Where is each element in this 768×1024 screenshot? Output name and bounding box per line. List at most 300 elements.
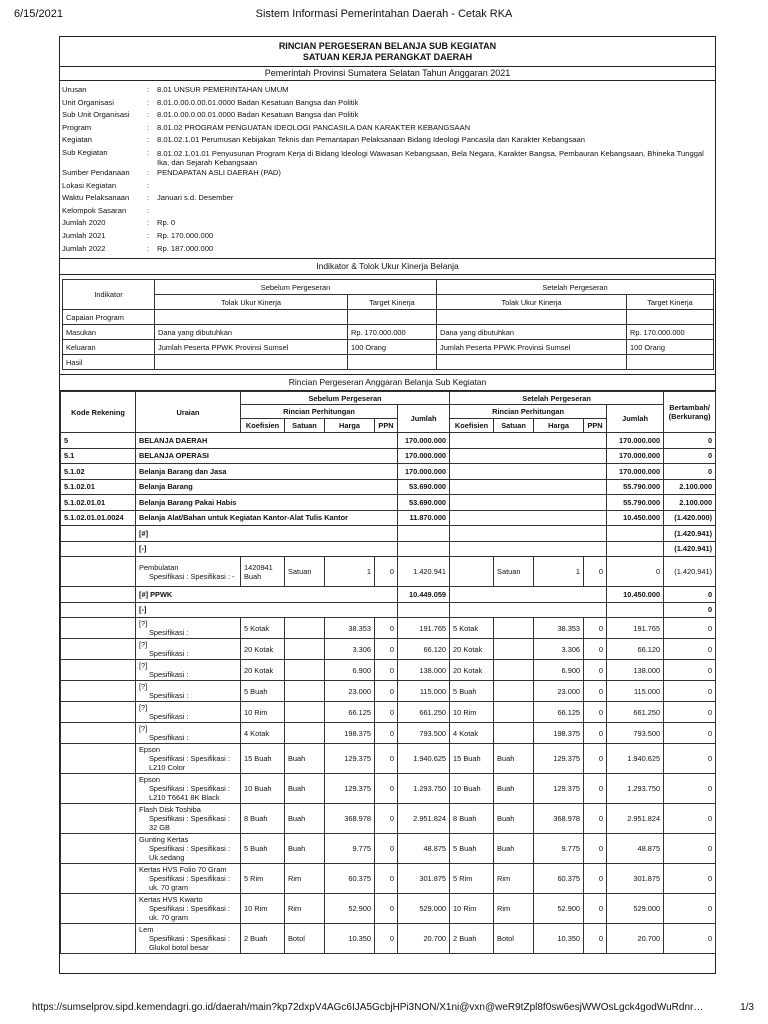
after-jumlah: 529.000	[607, 894, 664, 924]
after-satuan: Rim	[494, 894, 534, 924]
kode-cell	[61, 660, 136, 681]
kode-cell	[61, 834, 136, 864]
before-jumlah: 793.500	[398, 723, 450, 744]
after-jumlah	[607, 541, 664, 557]
before-satuan: Buah	[285, 744, 325, 774]
difference: 0	[664, 587, 716, 603]
before-ppn: 0	[375, 774, 398, 804]
after-satuan	[494, 660, 534, 681]
before-satuan: Botol	[285, 924, 325, 954]
before-satuan	[285, 660, 325, 681]
after-harga: 368.978	[534, 804, 584, 834]
indicator-b-target	[348, 310, 437, 325]
kode-cell	[61, 804, 136, 834]
table-row	[61, 723, 716, 744]
info-value: Rp. 0	[157, 218, 176, 228]
after-satuan	[494, 618, 534, 639]
difference: 0	[664, 702, 716, 723]
uraian-cell	[136, 557, 241, 587]
uraian-cell: BELANJA DAERAH	[136, 433, 398, 449]
table-row	[61, 433, 716, 449]
item-name: Lem	[139, 925, 154, 935]
table-row	[61, 557, 716, 587]
after-satuan: Buah	[494, 804, 534, 834]
item-spec: Spesifikasi : Spesifikasi : L210 Color	[149, 754, 230, 773]
table-row	[61, 602, 716, 618]
before-ppn: 0	[375, 924, 398, 954]
after-jumlah: 2.951.824	[607, 804, 664, 834]
info-label: Urusan	[62, 85, 87, 94]
after-jumlah: 301.875	[607, 864, 664, 894]
item-spec: Spesifikasi :	[149, 733, 189, 743]
before-harga: 9.775	[325, 834, 375, 864]
item-spec: Spesifikasi : Spesifikasi : Glukol botol besar	[149, 934, 230, 953]
after-rincian-cell	[450, 526, 607, 542]
info-colon: :	[147, 230, 150, 240]
item-name: Pembulatan	[139, 562, 179, 572]
uraian-header: Uraian	[136, 392, 241, 433]
after-rincian-cell	[450, 448, 607, 464]
after-harga: 1	[534, 557, 584, 587]
before-jumlah: 10.449.059	[398, 587, 450, 603]
item-spec: Spesifikasi :	[149, 628, 189, 638]
kode-cell	[61, 894, 136, 924]
table-row	[61, 479, 716, 495]
activity-info	[60, 81, 715, 259]
table-row	[61, 587, 716, 603]
uraian-cell: Belanja Barang Pakai Habis	[136, 495, 398, 511]
before-header: Sebelum Pergeseran	[155, 280, 437, 295]
info-label: Sub Kegiatan	[62, 147, 108, 157]
table-row	[61, 864, 716, 894]
info-row	[62, 217, 713, 230]
before-jumlah: 53.690.000	[398, 479, 450, 495]
before-koef: 20 Kotak	[241, 639, 285, 660]
difference: 0	[664, 723, 716, 744]
before-satuan-header: Satuan	[285, 419, 325, 433]
before-harga: 129.375	[325, 744, 375, 774]
before-jumlah: 170.000.000	[398, 433, 450, 449]
indicator-a-target: Rp. 170.000.000	[627, 325, 714, 340]
table-row	[61, 639, 716, 660]
info-label: Unit Organisasi	[62, 97, 114, 107]
after-harga: 38.353	[534, 618, 584, 639]
after-ppn: 0	[584, 804, 607, 834]
info-label: Program	[62, 122, 92, 132]
before-harga: 60.375	[325, 864, 375, 894]
after-harga: 198.375	[534, 723, 584, 744]
before-ppn-header: PPN	[375, 419, 398, 433]
before-jumlah: 170.000.000	[398, 448, 450, 464]
uraian-cell: [-]	[136, 602, 398, 618]
before-satuan	[285, 702, 325, 723]
info-label: Jumlah 2021	[62, 230, 106, 240]
before-jumlah: 1.940.625	[398, 744, 450, 774]
before-satuan	[285, 723, 325, 744]
before-harga: 23.000	[325, 681, 375, 702]
after-jumlah	[607, 526, 664, 542]
before-koef: 5 Buah	[241, 681, 285, 702]
info-row	[62, 134, 713, 147]
before-harga-header: Harga	[325, 419, 375, 433]
info-label: Lokasi Kegiatan	[62, 180, 117, 190]
after-satuan: Rim	[494, 864, 534, 894]
info-row	[62, 97, 713, 110]
before-harga: 52.900	[325, 894, 375, 924]
info-value: PENDAPATAN ASLI DAERAH (PAD)	[157, 167, 281, 177]
kode-cell	[61, 702, 136, 723]
before-jumlah: 48.875	[398, 834, 450, 864]
uraian-cell	[136, 681, 241, 702]
kode-cell	[61, 526, 136, 542]
after-satuan: Buah	[494, 834, 534, 864]
kode-cell	[61, 639, 136, 660]
info-value: 8.01 UNSUR PEMERINTAHAN UMUM	[157, 85, 289, 94]
before-jumlah: 20.700	[398, 924, 450, 954]
document-title: RINCIAN PERGESERAN BELANJA SUB KEGIATAN	[278, 41, 497, 51]
info-label: Kelompok Sasaran	[62, 205, 127, 215]
before-jumlah: 191.765	[398, 618, 450, 639]
after-harga: 129.375	[534, 744, 584, 774]
table-row	[61, 774, 716, 804]
difference: (1.420.941)	[664, 541, 716, 557]
indicator-row	[63, 355, 714, 370]
table-row	[61, 834, 716, 864]
indicator-row	[63, 340, 714, 355]
table-row	[61, 924, 716, 954]
item-spec: Spesifikasi : Spesifikasi : -	[149, 571, 235, 581]
kode-cell	[61, 618, 136, 639]
item-name: Flash Disk Toshiba	[139, 805, 201, 815]
uraian-cell: Belanja Alat/Bahan untuk Kegiatan Kantor-Alat Tulis Kantor	[136, 510, 398, 526]
after-jumlah: 1.293.750	[607, 774, 664, 804]
government-year: Pemerintah Provinsi Sumatera Selatan Tahun Anggaran 2021	[60, 67, 715, 81]
before-ppn: 0	[375, 894, 398, 924]
item-name: [?]	[139, 661, 148, 671]
after-rincian-cell	[450, 495, 607, 511]
before-koef: 20 Kotak	[241, 660, 285, 681]
item-name: Kertas HVS Kwarto	[139, 895, 203, 905]
after-rincian-cell	[450, 510, 607, 526]
after-ppn: 0	[584, 744, 607, 774]
info-value: 8.01.0.00.0.00.01.0000 Badan Kesatuan Bangsa dan Politik	[157, 110, 359, 120]
info-value: 8.01.0.00.0.00.01.0000 Badan Kesatuan Bangsa dan Politik	[157, 97, 359, 107]
after-koef: 20 Kotak	[450, 660, 494, 681]
after-ppn: 0	[584, 774, 607, 804]
table-row	[61, 744, 716, 774]
after-harga: 3.306	[534, 639, 584, 660]
kode-cell: 5.1	[61, 448, 136, 464]
indicator-a-target: 100 Orang	[627, 340, 714, 355]
after-koef: 15 Buah	[450, 744, 494, 774]
difference: 0	[664, 448, 716, 464]
table-row	[61, 660, 716, 681]
after-harga: 10.350	[534, 924, 584, 954]
before-harga: 129.375	[325, 774, 375, 804]
after-jumlah: 0	[607, 557, 664, 587]
difference: 0	[664, 774, 716, 804]
kode-cell	[61, 681, 136, 702]
difference: 0	[664, 433, 716, 449]
after-koef: 10 Rim	[450, 894, 494, 924]
after-ppn-header: PPN	[584, 419, 607, 433]
after-jumlah: 138.000	[607, 660, 664, 681]
before-ppn: 0	[375, 723, 398, 744]
info-colon: :	[147, 243, 150, 253]
print-title: Sistem Informasi Pemerintahan Daerah - Cetak RKA	[255, 8, 513, 20]
info-colon: :	[147, 122, 150, 132]
indicator-a-tolok	[437, 310, 627, 325]
before-koef: 10 Rim	[241, 894, 285, 924]
document-title-block	[60, 37, 715, 67]
before-koef: 10 Rim	[241, 702, 285, 723]
after-satuan	[494, 681, 534, 702]
item-name: [?]	[139, 682, 148, 692]
info-row	[62, 180, 713, 193]
before-koef: 15 Buah	[241, 744, 285, 774]
before-jumlah: 301.875	[398, 864, 450, 894]
info-row	[62, 167, 713, 180]
before-jumlah: 2.951.824	[398, 804, 450, 834]
table-row	[61, 702, 716, 723]
indicator-a-tolok: Dana yang dibutuhkan	[437, 325, 627, 340]
before-ppn: 0	[375, 681, 398, 702]
item-spec: Spesifikasi : Spesifikasi : 32 GB	[149, 814, 230, 833]
kode-cell: 5.1.02.01	[61, 479, 136, 495]
difference: 0	[664, 639, 716, 660]
after-jumlah: 661.250	[607, 702, 664, 723]
kode-cell	[61, 602, 136, 618]
indicator-a-target	[627, 310, 714, 325]
before-satuan	[285, 639, 325, 660]
kode-cell: 5.1.02.01.01	[61, 495, 136, 511]
info-colon: :	[147, 205, 150, 215]
after-satuan: Buah	[494, 744, 534, 774]
indicator-name: Hasil	[63, 355, 155, 370]
kode-cell	[61, 744, 136, 774]
info-row	[62, 122, 713, 135]
kode-cell	[61, 723, 136, 744]
after-jumlah: 55.790.000	[607, 479, 664, 495]
after-koef-header: Koefisien	[450, 419, 494, 433]
difference: 0	[664, 924, 716, 954]
after-harga: 52.900	[534, 894, 584, 924]
info-label: Waktu Pelaksanaan	[62, 193, 130, 203]
after-ppn: 0	[584, 864, 607, 894]
after-target-header: Target Kinerja	[627, 295, 714, 310]
indicator-b-tolok	[155, 355, 348, 370]
item-spec: Spesifikasi : Spesifikasi : L210 T6641 8K Black	[149, 784, 230, 803]
uraian-cell	[136, 618, 241, 639]
info-label: Kegiatan	[62, 135, 92, 145]
item-name: Epson	[139, 745, 160, 755]
table-row	[61, 495, 716, 511]
before-koef: 4 Kotak	[241, 723, 285, 744]
indicator-name: Keluaran	[63, 340, 155, 355]
info-value: Rp. 187.000.000	[157, 243, 214, 253]
difference: (1.420.941)	[664, 557, 716, 587]
before-satuan: Buah	[285, 774, 325, 804]
bertambah-header: Bertambah/ (Berkurang)	[664, 392, 716, 433]
after-jumlah: 66.120	[607, 639, 664, 660]
uraian-cell	[136, 834, 241, 864]
after-jumlah: 10.450.000	[607, 587, 664, 603]
after-koef: 2 Buah	[450, 924, 494, 954]
after-rincian-cell	[450, 541, 607, 557]
before-ppn: 0	[375, 639, 398, 660]
after-ppn: 0	[584, 681, 607, 702]
info-value	[157, 205, 713, 218]
info-row	[62, 230, 713, 243]
info-row	[62, 109, 713, 122]
indicator-header: Indikator	[63, 280, 155, 310]
kode-header: Kode Rekening	[61, 392, 136, 433]
difference: 0	[664, 834, 716, 864]
before-harga: 3.306	[325, 639, 375, 660]
before-harga: 368.978	[325, 804, 375, 834]
indicator-b-tolok	[155, 310, 348, 325]
kode-cell: 5.1.02	[61, 464, 136, 480]
after-koef: 10 Buah	[450, 774, 494, 804]
after-ppn: 0	[584, 618, 607, 639]
after-koef: 8 Buah	[450, 804, 494, 834]
indicator-a-tolok: Jumlah Peserta PPWK Provinsi Sumsel	[437, 340, 627, 355]
after-koef: 5 Rim	[450, 864, 494, 894]
before-koef: 5 Buah	[241, 834, 285, 864]
after-header: Setelah Pergeseran	[437, 280, 714, 295]
after-jumlah	[607, 602, 664, 618]
after-koef: 5 Buah	[450, 681, 494, 702]
after-ppn: 0	[584, 639, 607, 660]
before-harga: 66.125	[325, 702, 375, 723]
item-spec: Spesifikasi :	[149, 649, 189, 659]
after-jumlah: 48.875	[607, 834, 664, 864]
item-spec: Spesifikasi : Spesifikasi : uk. 70 gram	[149, 904, 230, 923]
difference: 0	[664, 804, 716, 834]
before-harga: 198.375	[325, 723, 375, 744]
after-harga: 23.000	[534, 681, 584, 702]
after-rincian-cell	[450, 479, 607, 495]
before-jumlah-header: Jumlah	[398, 405, 450, 433]
before-harga: 10.350	[325, 924, 375, 954]
after-ppn: 0	[584, 557, 607, 587]
indicator-table	[62, 279, 714, 370]
info-colon: :	[147, 110, 150, 120]
difference: 0	[664, 894, 716, 924]
difference: 0	[664, 602, 716, 618]
info-colon: :	[147, 218, 150, 228]
print-footer	[14, 1002, 754, 1016]
after-koef: 10 Rim	[450, 702, 494, 723]
after-ppn: 0	[584, 723, 607, 744]
item-spec: Spesifikasi : Spesifikasi : Uk.sedang	[149, 844, 230, 863]
item-name: [?]	[139, 640, 148, 650]
after-satuan: Satuan	[494, 557, 534, 587]
before-satuan: Buah	[285, 804, 325, 834]
indicator-b-target	[348, 355, 437, 370]
before-ppn: 0	[375, 702, 398, 723]
after-satuan: Botol	[494, 924, 534, 954]
before-satuan: Satuan	[285, 557, 325, 587]
difference: 0	[664, 618, 716, 639]
before-target-header: Target Kinerja	[348, 295, 437, 310]
before-koef-header: Koefisien	[241, 419, 285, 433]
item-name: Gunting Kertas	[139, 835, 189, 845]
info-row	[62, 243, 713, 256]
after-harga: 6.900	[534, 660, 584, 681]
after-rincian-cell	[450, 587, 607, 603]
difference: 0	[664, 464, 716, 480]
before-koef: 1420941 Buah	[241, 557, 285, 587]
before-jumlah: 1.293.750	[398, 774, 450, 804]
before-tolok-header: Tolak Ukur Kinerja	[155, 295, 348, 310]
difference: 2.100.000	[664, 479, 716, 495]
table-row	[61, 541, 716, 557]
after-satuan	[494, 639, 534, 660]
uraian-cell: [#]	[136, 526, 398, 542]
info-colon: :	[147, 97, 150, 107]
before-ppn: 0	[375, 834, 398, 864]
after-header: Setelah Pergeseran	[450, 392, 664, 405]
info-label: Jumlah 2022	[62, 243, 106, 253]
before-harga: 38.353	[325, 618, 375, 639]
after-koef: 5 Buah	[450, 834, 494, 864]
info-row	[62, 205, 713, 218]
after-jumlah: 191.765	[607, 618, 664, 639]
after-satuan-header: Satuan	[494, 419, 534, 433]
after-harga: 60.375	[534, 864, 584, 894]
after-jumlah: 10.450.000	[607, 510, 664, 526]
before-satuan	[285, 618, 325, 639]
after-jumlah: 170.000.000	[607, 433, 664, 449]
before-koef: 10 Buah	[241, 774, 285, 804]
budget-table	[60, 391, 716, 954]
page-number: 1/3	[740, 1002, 754, 1013]
after-ppn: 0	[584, 924, 607, 954]
info-label: Sub Unit Organisasi	[62, 110, 130, 120]
after-jumlah: 1.940.625	[607, 744, 664, 774]
kode-cell	[61, 924, 136, 954]
difference: 0	[664, 744, 716, 774]
indicator-row	[63, 310, 714, 325]
info-value: Januari s.d. Desember	[157, 193, 234, 203]
indicator-name: Capaian Program	[63, 310, 155, 325]
uraian-cell: [-]	[136, 541, 398, 557]
after-ppn: 0	[584, 660, 607, 681]
uraian-cell: Belanja Barang dan Jasa	[136, 464, 398, 480]
info-row	[62, 192, 713, 205]
item-name: [?]	[139, 724, 148, 734]
info-row	[62, 84, 713, 97]
before-jumlah: 11.870.000	[398, 510, 450, 526]
info-row	[62, 147, 713, 167]
uraian-cell	[136, 924, 241, 954]
table-row	[61, 618, 716, 639]
item-spec: Spesifikasi :	[149, 670, 189, 680]
before-jumlah: 138.000	[398, 660, 450, 681]
item-name: [?]	[139, 703, 148, 713]
item-spec: Spesifikasi : Spesifikasi : uk. 70 gram	[149, 874, 230, 893]
before-ppn: 0	[375, 804, 398, 834]
before-ppn: 0	[375, 744, 398, 774]
after-rincian-cell	[450, 433, 607, 449]
after-jumlah: 793.500	[607, 723, 664, 744]
after-rincian-cell	[450, 464, 607, 480]
uraian-cell: Belanja Barang	[136, 479, 398, 495]
print-header	[14, 8, 754, 22]
before-harga: 6.900	[325, 660, 375, 681]
before-jumlah: 1.420.941	[398, 557, 450, 587]
